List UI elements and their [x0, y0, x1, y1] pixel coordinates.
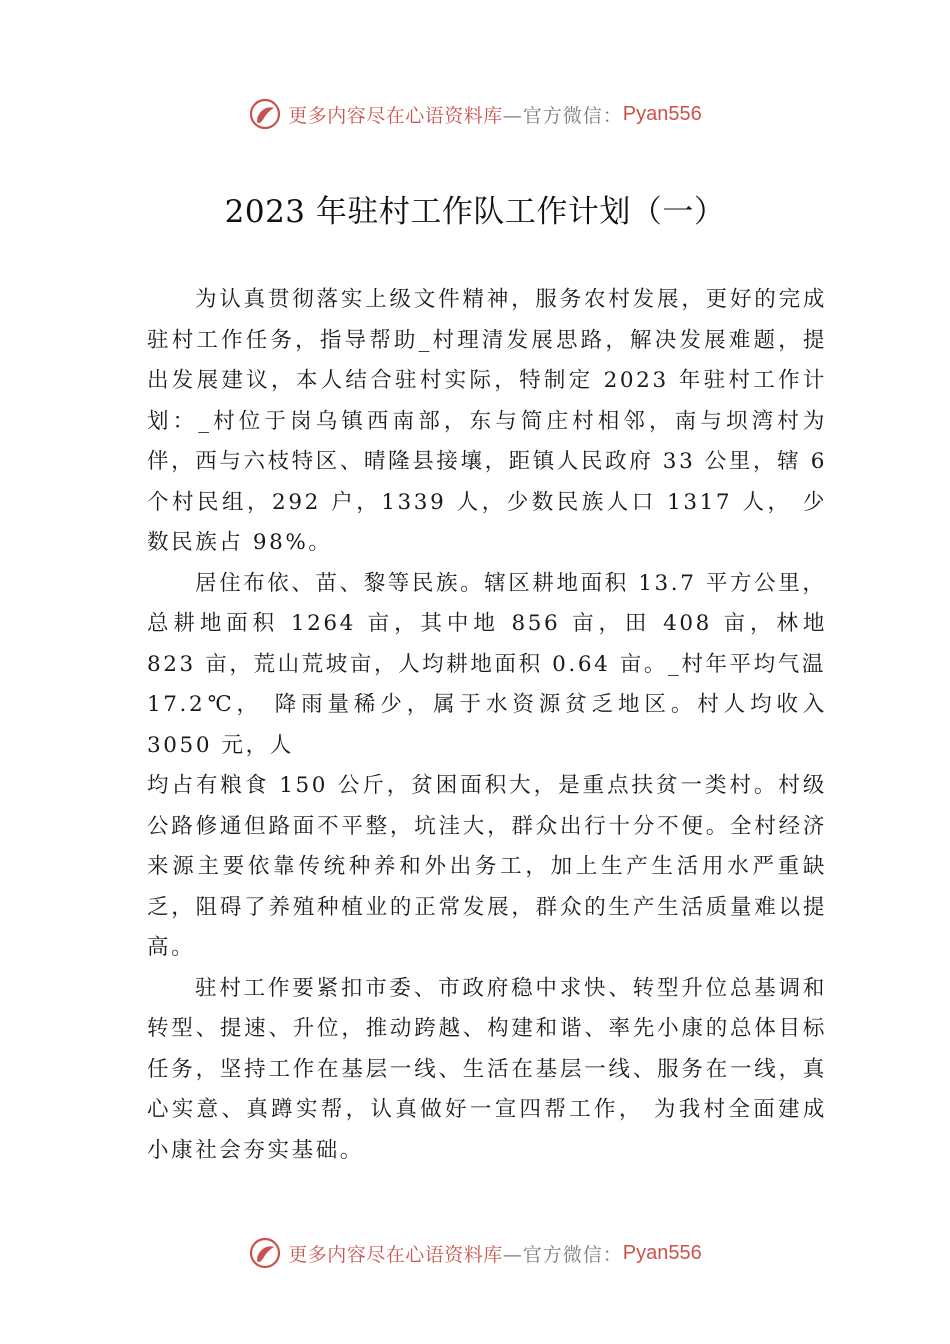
footer-banner — [0, 1233, 950, 1273]
header-wechat-id: Pyan556 — [622, 102, 702, 125]
document-body — [147, 280, 827, 1171]
header-site-name: 更多内容尽在心语资料库 — [288, 104, 503, 127]
header-separator: —官方微信： — [502, 104, 623, 127]
paragraph-goals: 驻村工作要紧扣市委、市政府稳中求快、转型升位总基调和转型、提速、升位，推动跨越、构建和谐、率先小康的总体目标任务，坚持工作在基层一线、生活在基层一线、服务在一线，真心实意、真蹲实帮，认真做好一宣四帮工作， 为我村全面建成小康社会夯实基础。 — [147, 975, 827, 1163]
paragraph-climate: 17.2℃， 降雨量稀少，属于水资源贫乏地区。村人均收入 3050 元，人 — [147, 692, 827, 758]
footer-separator: —官方微信： — [502, 1243, 623, 1266]
brand-logo-icon — [248, 1236, 282, 1270]
brand-logo-icon — [248, 97, 282, 131]
document-title: 2023 年驻村工作队工作计划（一） — [224, 194, 726, 230]
footer-site-name: 更多内容尽在心语资料库 — [288, 1243, 503, 1266]
paragraph-ethnic: 居住布依、苗、黎等民族。辖区耕地面积 13.7 平方公里， — [195, 570, 827, 596]
paragraph-intro: 为认真贯彻落实上级文件精神，服务农村发展，更好的完成驻村工作任务，指导帮助_村理清发展思路，解决发展难题，提出发展建议，本人结合驻村实际，特制定 2023 年驻村工作计划：_村位于岗乌镇西南部，东与简庄村相邻，南与坝湾村为伴，西与六枝特区、晴隆县接壤，距镇人民政府 33 公里，辖 6 个村民组，292 户，1339 人，少数民族人口 1317 人， 少数民族占 98%。 — [147, 287, 827, 555]
footer-wechat-id: Pyan556 — [622, 1241, 702, 1264]
paragraph-farmland: 总耕地面积 1264 亩，其中地 856 亩，田 408 亩，林地 823 亩，荒山荒坡亩，人均耕地面积 0.64 亩。_村年平均气温 — [147, 611, 827, 677]
paragraph-poverty: 均占有粮食 150 公斤，贫困面积大，是重点扶贫一类村。村级公路修通但路面不平整，坑洼大，群众出行十分不便。全村经济来源主要依靠传统种养和外出务工，加上生产生活用水严重缺乏，阻碍了养殖种植业的正常发展，群众的生产生活质量难以提高。 — [147, 773, 827, 960]
header-banner — [0, 94, 950, 134]
